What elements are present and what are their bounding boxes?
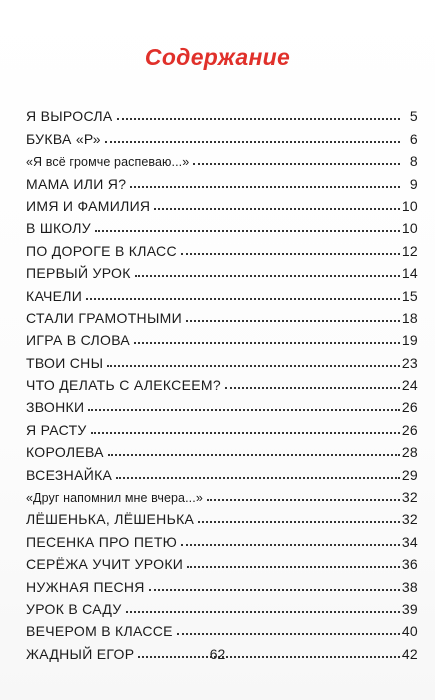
toc-entry-title: ПО ДОРОГЕ В КЛАСС (26, 242, 177, 259)
toc-entry-title: ЗВОНКИ (26, 399, 85, 416)
toc-entry-page: 42 (401, 645, 418, 662)
toc-entry-title: В ШКОЛУ (26, 220, 91, 237)
toc-entry-title: Я РАСТУ (26, 421, 87, 438)
toc-entry-page: 14 (401, 265, 418, 282)
toc-entry (26, 617, 418, 639)
toc-entry (26, 595, 418, 617)
dot-leader (198, 521, 400, 523)
toc-entry (26, 124, 418, 146)
toc-entry-page: 18 (401, 309, 418, 326)
toc-entry-title: УРОК В САДУ (26, 600, 122, 617)
toc-entry (26, 236, 418, 258)
toc-entry-page: 15 (401, 287, 418, 304)
dot-leader (134, 342, 400, 344)
toc-entry (26, 371, 418, 393)
table-of-contents (26, 102, 418, 662)
toc-entry-page: 39 (401, 600, 418, 617)
toc-entry-page: 12 (401, 242, 418, 259)
toc-entry-title: ИМЯ И ФАМИЛИЯ (26, 197, 151, 214)
toc-entry-page: 32 (401, 511, 418, 528)
dot-leader (91, 432, 400, 434)
toc-entry (26, 147, 418, 169)
toc-entry (26, 483, 418, 505)
toc-entry-title: КАЧЕЛИ (26, 287, 83, 304)
dot-leader (86, 298, 400, 300)
toc-entry-page: 29 (401, 466, 418, 483)
dot-leader (108, 454, 400, 456)
toc-entry-page: 26 (401, 421, 418, 438)
toc-entry-page: 10 (401, 220, 418, 237)
toc-entry-title: «Я всё громче распеваю...» (26, 155, 190, 170)
toc-entry-title: ТВОИ СНЫ (26, 354, 104, 371)
toc-entry-page: 26 (401, 399, 418, 416)
toc-entry-page: 38 (401, 578, 418, 595)
toc-entry-title: КОРОЛЕВА (26, 444, 104, 461)
toc-entry-title: СТАЛИ ГРАМОТНЫМИ (26, 309, 182, 326)
dot-leader (154, 208, 399, 210)
toc-entry (26, 169, 418, 191)
toc-entry-title: ВЕЧЕРОМ В КЛАССЕ (26, 623, 173, 640)
toc-entry-page: 5 (409, 108, 418, 125)
toc-entry-title: ВСЕЗНАЙКА (26, 466, 113, 483)
toc-entry (26, 326, 418, 348)
toc-entry-page: 28 (401, 444, 418, 461)
page-number: 62 (209, 646, 226, 662)
dot-leader (95, 230, 400, 232)
toc-entry-title: ПЕРВЫЙ УРОК (26, 265, 131, 282)
toc-entry-title: ИГРА В СЛОВА (26, 332, 131, 349)
contents-title: Содержание (144, 44, 291, 70)
toc-entry-title: ЛЁШЕНЬКА, ЛЁШЕНЬКА (26, 511, 195, 528)
dot-leader (117, 118, 400, 120)
toc-entry (26, 259, 418, 281)
dot-leader (177, 633, 400, 635)
dot-leader (181, 253, 400, 255)
toc-entry-page: 19 (401, 332, 418, 349)
toc-entry-page: 36 (401, 556, 418, 573)
toc-entry-page: 34 (401, 533, 418, 550)
toc-entry-title: Я ВЫРОСЛА (26, 108, 113, 125)
dot-leader (225, 387, 400, 389)
dot-leader (193, 163, 400, 165)
toc-entry (26, 214, 418, 236)
toc-entry (26, 438, 418, 460)
dot-leader (126, 611, 400, 613)
toc-entry (26, 102, 418, 124)
dot-leader (135, 275, 400, 277)
dot-leader (105, 141, 400, 143)
toc-entry-page: 40 (401, 623, 418, 640)
toc-entry (26, 192, 418, 214)
dot-leader (107, 365, 400, 367)
dot-leader (207, 499, 400, 501)
toc-entry-page: 6 (409, 130, 418, 147)
toc-entry-page: 24 (401, 377, 418, 394)
toc-entry-title: ЧТО ДЕЛАТЬ С АЛЕКСЕЕМ? (26, 377, 221, 394)
toc-entry-page: 9 (409, 175, 418, 192)
toc-entry (26, 460, 418, 482)
toc-entry (26, 527, 418, 549)
toc-entry (26, 550, 418, 572)
toc-entry-title: БУКВА «Р» (26, 130, 101, 147)
toc-entry (26, 505, 418, 527)
toc-entry (26, 415, 418, 437)
toc-entry (26, 572, 418, 594)
toc-entry-title: МАМА ИЛИ Я? (26, 175, 127, 192)
toc-entry-title: «Друг напомнил мне вчера...» (26, 491, 203, 506)
toc-entry-title: НУЖНАЯ ПЕСНЯ (26, 578, 145, 595)
toc-entry (26, 304, 418, 326)
toc-entry (26, 281, 418, 303)
dot-leader (187, 566, 400, 568)
dot-leader (88, 409, 399, 411)
toc-entry-page: 10 (401, 197, 418, 214)
toc-entry (26, 393, 418, 415)
toc-entry-page: 32 (401, 489, 418, 506)
dot-leader (149, 589, 400, 591)
toc-entry-title: ПЕСЕНКА ПРО ПЕТЮ (26, 533, 178, 550)
toc-entry-page: 8 (409, 153, 418, 170)
dot-leader (130, 186, 400, 188)
toc-entry-title: ЖАДНЫЙ ЕГОР (26, 645, 135, 662)
toc-entry (26, 348, 418, 370)
toc-entry-page: 23 (401, 354, 418, 371)
toc-entry-title: СЕРЁЖА УЧИТ УРОКИ (26, 556, 184, 573)
dot-leader (181, 544, 400, 546)
dot-leader (116, 477, 400, 479)
dot-leader (186, 320, 400, 322)
